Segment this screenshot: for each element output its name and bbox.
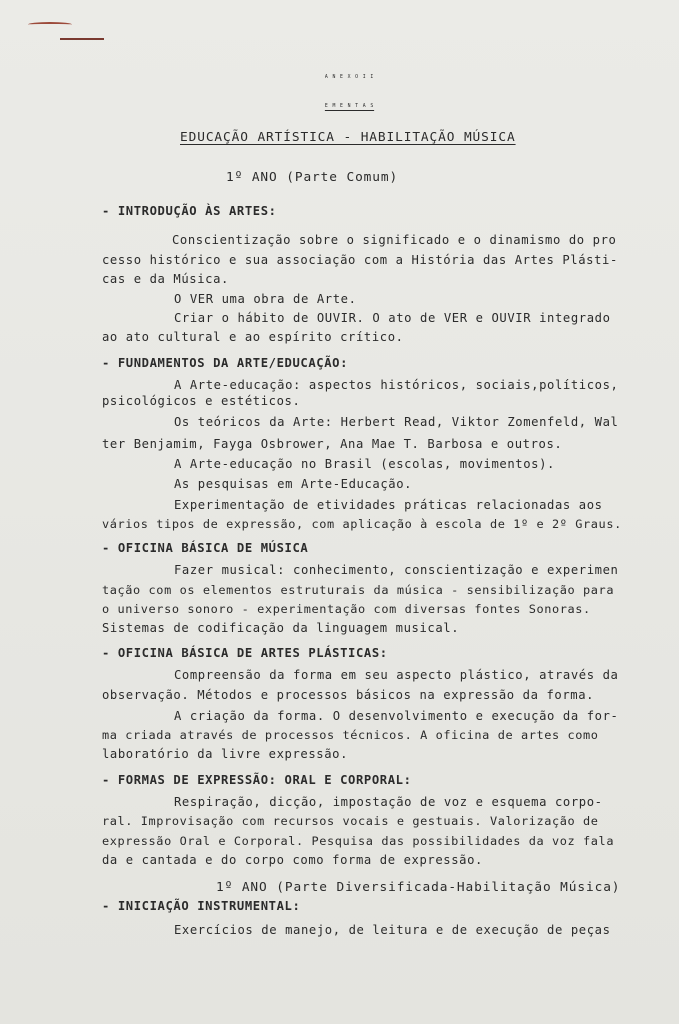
text-line: o universo sonoro - experimentação com diversas fontes Sonoras.	[102, 602, 591, 616]
text-line: Os teóricos da Arte: Herbert Read, Viktor Zomenfeld, Wal	[174, 415, 619, 429]
year-common-heading: 1º ANO (Parte Comum)	[226, 170, 399, 185]
text-line: ral. Improvisação com recursos vocais e gestuais. Valorização de	[102, 814, 599, 828]
section-title-oficina-musica: - OFICINA BÁSICA DE MÚSICA	[102, 541, 309, 555]
section-title-iniciacao-instrumental: - INICIAÇÃO INSTRUMENTAL:	[102, 899, 301, 913]
text-line: Criar o hábito de OUVIR. O ato de VER e OUVIR integrado	[174, 311, 611, 325]
text-line: Sistemas de codificação da linguagem musical.	[102, 621, 460, 635]
text-line: ter Benjamim, Fayga Osbrower, Ana Mae T. Barbosa e outros.	[102, 437, 563, 451]
ink-marks	[28, 18, 108, 48]
text-line: A criação da forma. O desenvolvimento e execução da for-	[174, 709, 619, 723]
text-line: laboratório da livre expressão.	[102, 747, 349, 761]
text-line: psicológicos e estéticos.	[102, 394, 301, 408]
text-line: Respiração, dicção, impostação de voz e esquema corpo-	[174, 795, 603, 809]
text-line: A Arte-educação: aspectos históricos, sociais,políticos,	[174, 378, 619, 392]
text-line: A Arte-educação no Brasil (escolas, movimentos).	[174, 457, 555, 471]
text-line: cas e da Música.	[102, 272, 229, 286]
ink-stroke	[60, 38, 104, 42]
text-line: Conscientização sobre o significado e o dinamismo do pro	[172, 233, 617, 247]
text-line: expressão Oral e Corporal. Pesquisa das possibilidades da voz fala	[102, 834, 615, 848]
text-line: As pesquisas em Arte-Educação.	[174, 477, 413, 491]
text-line: cesso histórico e sua associação com a História das Artes Plásti-	[102, 253, 618, 267]
year-diversified-heading: 1º ANO (Parte Diversificada-Habilitação Música)	[216, 880, 621, 895]
annex-title: A N E X O I I	[324, 75, 375, 80]
section-title-oficina-artes-plasticas: - OFICINA BÁSICA DE ARTES PLÁSTICAS:	[102, 646, 388, 660]
course-title: EDUCAÇÃO ARTÍSTICA - HABILITAÇÃO MÚSICA	[180, 130, 516, 145]
text-line: da e cantada e do corpo como forma de expressão.	[102, 853, 483, 867]
section-title-formas-expressao: - FORMAS DE EXPRESSÃO: ORAL E CORPORAL:	[102, 773, 412, 787]
text-line: observação. Métodos e processos básicos na expressão da forma.	[102, 688, 595, 702]
text-line: Fazer musical: conhecimento, conscientização e experimen	[174, 563, 619, 577]
text-line: Experimentação de etividades práticas relacionadas aos	[174, 498, 603, 512]
text-line: ma criada através de processos técnicos. A oficina de artes como	[102, 728, 599, 742]
text-line: ao ato cultural e ao espírito crítico.	[102, 330, 404, 344]
ink-stroke	[28, 22, 72, 27]
text-line: Exercícios de manejo, de leitura e de execução de peças	[174, 923, 611, 937]
text-line: tação com os elementos estruturais da música - sensibilização para	[102, 583, 615, 597]
section-title-fundamentos: - FUNDAMENTOS DA ARTE/EDUCAÇÃO:	[102, 356, 349, 370]
ementas-title: E M E N T A S	[324, 104, 375, 109]
text-line: O VER uma obra de Arte.	[174, 292, 357, 306]
text-line: Compreensão da forma em seu aspecto plástico, através da	[174, 668, 619, 682]
section-title-intro-artes: - INTRODUÇÃO ÀS ARTES:	[102, 204, 277, 218]
text-line: vários tipos de expressão, com aplicação à escola de 1º e 2º Graus.	[102, 517, 622, 531]
